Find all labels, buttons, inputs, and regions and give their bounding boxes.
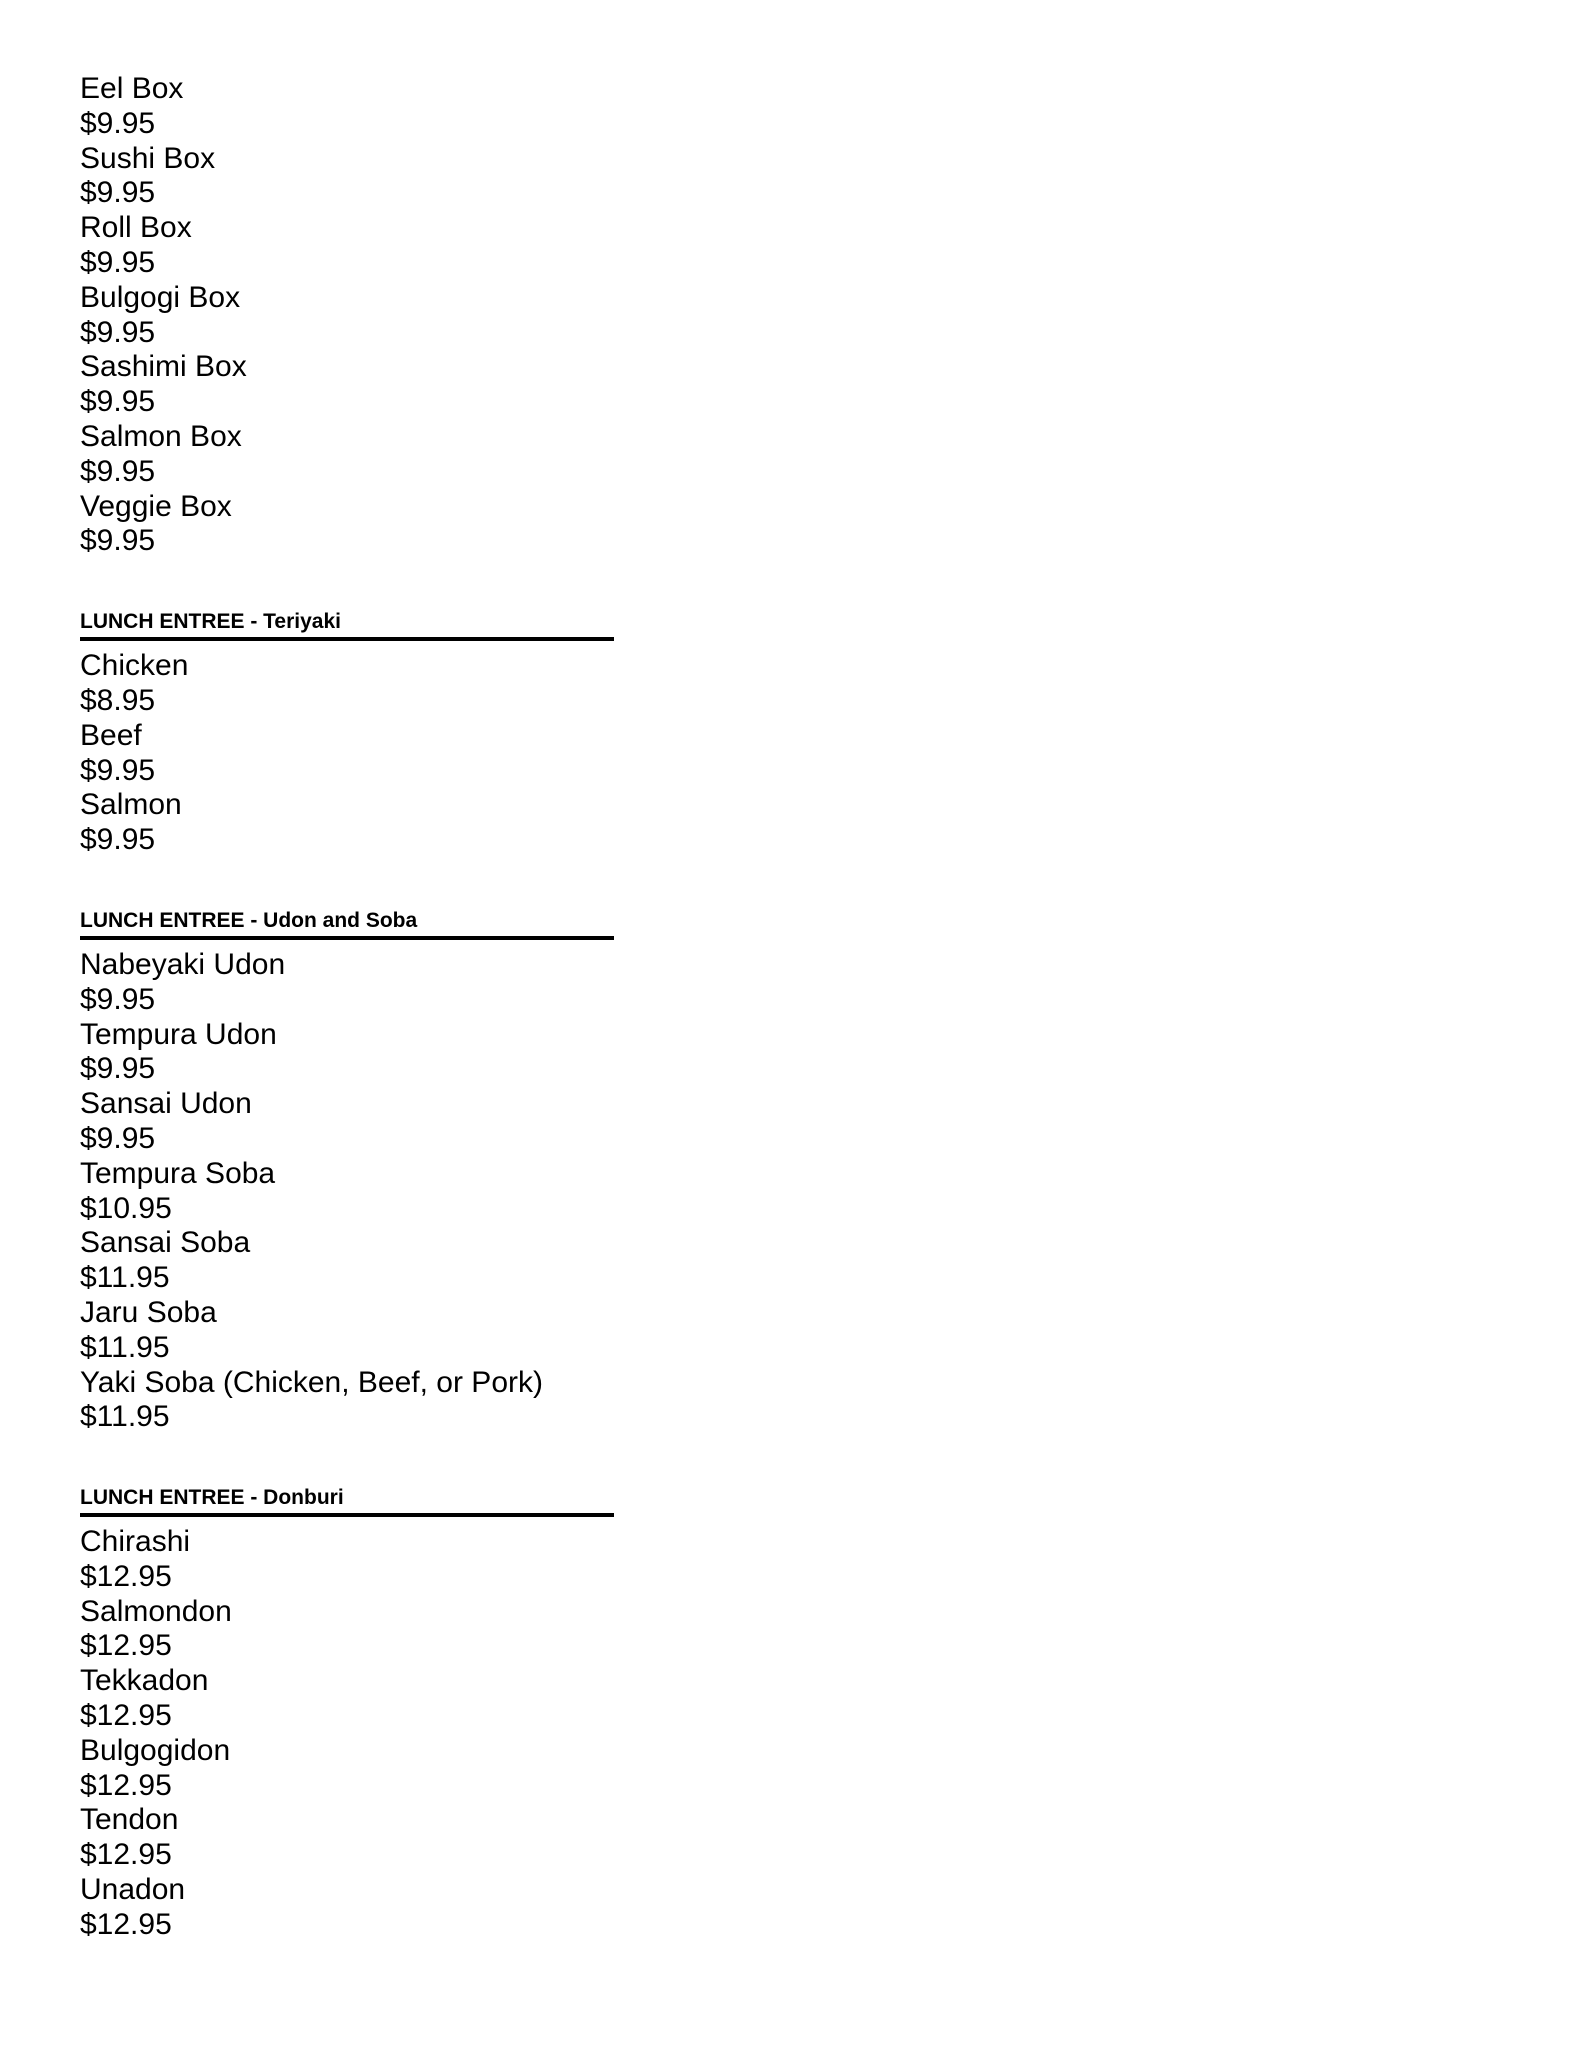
item-price: $9.95 (80, 1052, 156, 1086)
item-price: $9.95 (80, 385, 156, 419)
item-name: Salmon Box (80, 419, 242, 453)
item-name: Sushi Box (80, 141, 216, 175)
menu-item (80, 719, 700, 789)
menu-item (80, 649, 700, 719)
item-price: $11.95 (80, 1261, 170, 1295)
menu-item (80, 1296, 700, 1366)
donburi-list (80, 1525, 700, 1943)
item-price: $9.95 (80, 245, 156, 279)
item-name: Eel Box (80, 72, 184, 105)
section-header: LUNCH ENTREE - Teriyaki (80, 609, 614, 641)
item-name: Veggie Box (80, 489, 232, 523)
item-name: Nabeyaki Udon (80, 947, 286, 981)
donburi-section (80, 1485, 700, 1943)
item-price: $11.95 (80, 1330, 170, 1364)
item-name: Chirashi (80, 1525, 191, 1559)
item-name: Bulgogi Box (80, 280, 241, 314)
item-price: $11.95 (80, 1400, 170, 1434)
item-name: Sansai Soba (80, 1226, 251, 1260)
item-price: $12.95 (80, 1629, 172, 1663)
menu-item (80, 1366, 700, 1436)
item-price: $9.95 (80, 1121, 156, 1155)
item-name: Beef (80, 718, 142, 752)
menu-item (80, 1734, 700, 1804)
item-name: Tekkadon (80, 1664, 209, 1698)
menu-item (80, 142, 700, 212)
menu-item (80, 788, 700, 858)
item-price: $9.95 (80, 524, 156, 558)
teriyaki-list (80, 649, 700, 858)
menu-item (80, 1873, 700, 1943)
menu-item (80, 1018, 700, 1088)
menu-item (80, 72, 700, 142)
menu-item (80, 1525, 700, 1595)
menu-item (80, 350, 700, 420)
menu-item (80, 1226, 700, 1296)
item-name: Tempura Soba (80, 1156, 276, 1190)
section-header: LUNCH ENTREE - Donburi (80, 1485, 614, 1517)
menu-item (80, 1087, 700, 1157)
box-list (80, 72, 700, 559)
menu-item (80, 1803, 700, 1873)
menu-page (80, 72, 700, 1943)
item-price: $8.95 (80, 683, 156, 717)
menu-item (80, 948, 700, 1018)
menu-item (80, 281, 700, 351)
item-price: $10.95 (80, 1191, 172, 1225)
item-name: Yaki Soba (Chicken, Beef, or Pork) (80, 1365, 543, 1399)
item-name: Chicken (80, 649, 189, 683)
item-name: Salmon (80, 788, 182, 822)
item-price: $9.95 (80, 753, 156, 787)
item-name: Sashimi Box (80, 350, 247, 384)
menu-item (80, 211, 700, 281)
menu-item (80, 1595, 700, 1665)
item-name: Unadon (80, 1873, 186, 1907)
item-price: $9.95 (80, 982, 156, 1016)
item-price: $9.95 (80, 454, 156, 488)
item-price: $9.95 (80, 823, 156, 857)
item-price: $12.95 (80, 1768, 172, 1802)
item-price: $12.95 (80, 1559, 172, 1593)
item-price: $9.95 (80, 106, 156, 140)
item-name: Salmondon (80, 1594, 232, 1628)
udon-soba-list (80, 948, 700, 1435)
item-name: Tendon (80, 1803, 179, 1837)
item-price: $12.95 (80, 1699, 172, 1733)
item-price: $12.95 (80, 1907, 172, 1941)
item-price: $12.95 (80, 1838, 172, 1872)
udon-soba-section (80, 908, 700, 1435)
item-name: Tempura Udon (80, 1017, 277, 1051)
item-price: $9.95 (80, 315, 156, 349)
section-header: LUNCH ENTREE - Udon and Soba (80, 908, 614, 940)
teriyaki-section (80, 609, 700, 858)
menu-item (80, 490, 700, 560)
item-name: Bulgogidon (80, 1733, 231, 1767)
item-name: Jaru Soba (80, 1295, 217, 1329)
menu-item (80, 1664, 700, 1734)
menu-item (80, 420, 700, 490)
item-name: Sansai Udon (80, 1087, 252, 1121)
menu-item (80, 1157, 700, 1227)
item-price: $9.95 (80, 176, 156, 210)
item-name: Roll Box (80, 211, 192, 245)
